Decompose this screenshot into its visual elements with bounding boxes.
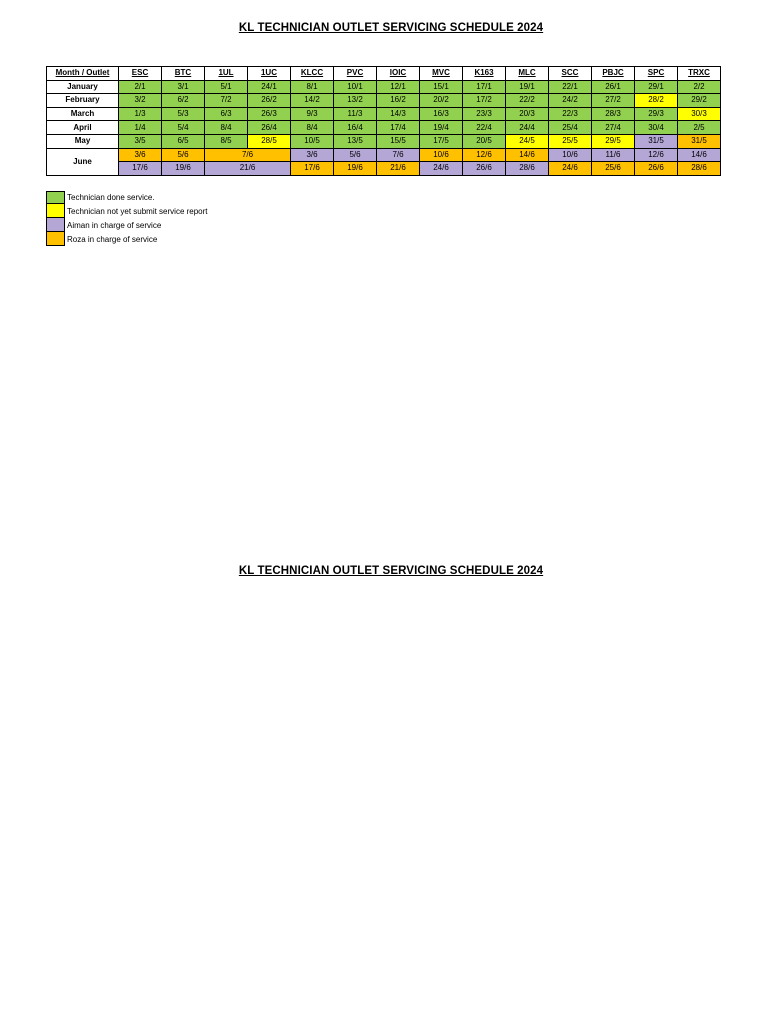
legend-item — [46, 190, 208, 204]
service-date-cell: 20/3 — [506, 107, 549, 121]
service-date-cell: 14/3 — [377, 107, 420, 121]
table-row — [47, 148, 721, 162]
service-date-cell: 5/6 — [162, 148, 205, 162]
service-date-cell: 26/1 — [592, 80, 635, 94]
service-date-cell: 8/4 — [291, 121, 334, 135]
service-date-cell: 28/2 — [635, 94, 678, 108]
service-date-cell: 10/1 — [334, 80, 377, 94]
service-date-cell: 6/2 — [162, 94, 205, 108]
service-date-cell: 28/6 — [506, 162, 549, 176]
service-date-cell: 19/4 — [420, 121, 463, 135]
table-row — [47, 134, 721, 148]
service-date-cell: 16/4 — [334, 121, 377, 135]
table-row — [47, 94, 721, 108]
service-date-cell: 8/1 — [291, 80, 334, 94]
service-date-cell: 26/4 — [248, 121, 291, 135]
outlet-header: PVC — [334, 67, 377, 81]
service-date-cell: 21/6 — [205, 162, 291, 176]
legend-swatch — [46, 218, 65, 232]
service-date-cell: 12/6 — [635, 148, 678, 162]
service-date-cell: 11/3 — [334, 107, 377, 121]
service-date-cell: 16/3 — [420, 107, 463, 121]
service-date-cell: 6/5 — [162, 134, 205, 148]
service-date-cell: 22/3 — [549, 107, 592, 121]
table-row — [47, 107, 721, 121]
service-date-cell: 25/4 — [549, 121, 592, 135]
service-date-cell: 21/6 — [377, 162, 420, 176]
service-date-cell: 24/2 — [549, 94, 592, 108]
service-date-cell: 5/4 — [162, 121, 205, 135]
service-date-cell: 25/5 — [549, 134, 592, 148]
service-date-cell: 19/1 — [506, 80, 549, 94]
service-date-cell: 5/6 — [334, 148, 377, 162]
legend-label: Technician not yet submit service report — [67, 206, 208, 216]
service-date-cell: 20/2 — [420, 94, 463, 108]
outlet-header: SPC — [635, 67, 678, 81]
outlet-header: KLCC — [291, 67, 334, 81]
service-date-cell: 17/5 — [420, 134, 463, 148]
service-date-cell: 22/2 — [506, 94, 549, 108]
outlet-header: ESC — [119, 67, 162, 81]
outlet-header: MLC — [506, 67, 549, 81]
service-date-cell: 8/5 — [205, 134, 248, 148]
service-date-cell: 14/6 — [678, 148, 721, 162]
legend-label: Roza in charge of service — [67, 234, 158, 244]
service-date-cell: 19/6 — [162, 162, 205, 176]
service-date-cell: 26/6 — [635, 162, 678, 176]
service-date-cell: 2/5 — [678, 121, 721, 135]
service-date-cell: 14/2 — [291, 94, 334, 108]
service-date-cell: 10/6 — [549, 148, 592, 162]
table-header-row — [47, 67, 721, 81]
service-date-cell: 3/2 — [119, 94, 162, 108]
service-date-cell: 17/4 — [377, 121, 420, 135]
outlet-header: SCC — [549, 67, 592, 81]
service-date-cell: 26/6 — [463, 162, 506, 176]
service-date-cell: 31/5 — [678, 134, 721, 148]
service-date-cell: 5/1 — [205, 80, 248, 94]
outlet-header: MVC — [420, 67, 463, 81]
legend — [46, 190, 208, 246]
service-date-cell: 27/2 — [592, 94, 635, 108]
legend-swatch — [46, 204, 65, 218]
legend-swatch — [46, 232, 65, 246]
service-date-cell: 13/2 — [334, 94, 377, 108]
service-date-cell: 28/6 — [678, 162, 721, 176]
service-date-cell: 15/1 — [420, 80, 463, 94]
service-date-cell: 11/6 — [592, 148, 635, 162]
month-label: January — [47, 80, 119, 94]
legend-item — [46, 218, 208, 232]
service-date-cell: 29/2 — [678, 94, 721, 108]
outlet-header: BTC — [162, 67, 205, 81]
service-date-cell: 10/6 — [420, 148, 463, 162]
outlet-header: 1UL — [205, 67, 248, 81]
service-date-cell: 8/4 — [205, 121, 248, 135]
service-date-cell: 10/5 — [291, 134, 334, 148]
service-date-cell: 3/6 — [291, 148, 334, 162]
service-date-cell: 15/5 — [377, 134, 420, 148]
month-label: March — [47, 107, 119, 121]
legend-swatch — [46, 191, 65, 204]
service-date-cell: 1/4 — [119, 121, 162, 135]
service-date-cell: 26/2 — [248, 94, 291, 108]
service-date-cell: 3/6 — [119, 148, 162, 162]
service-date-cell: 17/1 — [463, 80, 506, 94]
service-date-cell: 3/5 — [119, 134, 162, 148]
service-date-cell: 29/1 — [635, 80, 678, 94]
service-date-cell: 7/2 — [205, 94, 248, 108]
service-date-cell: 28/5 — [248, 134, 291, 148]
service-date-cell: 23/3 — [463, 107, 506, 121]
service-date-cell: 24/1 — [248, 80, 291, 94]
service-date-cell: 22/1 — [549, 80, 592, 94]
service-date-cell: 7/6 — [377, 148, 420, 162]
service-date-cell: 22/4 — [463, 121, 506, 135]
month-label: April — [47, 121, 119, 135]
service-date-cell: 24/6 — [549, 162, 592, 176]
service-date-cell: 6/3 — [205, 107, 248, 121]
page-title: KL TECHNICIAN OUTLET SERVICING SCHEDULE 2024 — [238, 22, 544, 34]
service-date-cell: 20/5 — [463, 134, 506, 148]
outlet-header: PBJC — [592, 67, 635, 81]
service-date-cell: 9/3 — [291, 107, 334, 121]
service-date-cell: 17/2 — [463, 94, 506, 108]
service-date-cell: 16/2 — [377, 94, 420, 108]
service-date-cell: 30/4 — [635, 121, 678, 135]
service-date-cell: 2/2 — [678, 80, 721, 94]
month-label: May — [47, 134, 119, 148]
legend-item — [46, 204, 208, 218]
service-date-cell: 7/6 — [205, 148, 291, 162]
service-date-cell: 3/1 — [162, 80, 205, 94]
service-date-cell: 19/6 — [334, 162, 377, 176]
legend-label: Aiman in charge of service — [67, 220, 162, 230]
service-date-cell: 27/4 — [592, 121, 635, 135]
legend-label: Technician done service. — [67, 192, 155, 202]
service-date-cell: 31/5 — [635, 134, 678, 148]
service-date-cell: 17/6 — [119, 162, 162, 176]
service-date-cell: 13/5 — [334, 134, 377, 148]
service-date-cell: 28/3 — [592, 107, 635, 121]
table-row — [47, 121, 721, 135]
service-date-cell: 17/6 — [291, 162, 334, 176]
outlet-header: IOIC — [377, 67, 420, 81]
service-date-cell: 26/3 — [248, 107, 291, 121]
service-date-cell: 24/6 — [420, 162, 463, 176]
outlet-header: 1UC — [248, 67, 291, 81]
service-date-cell: 12/1 — [377, 80, 420, 94]
page-title-repeat: KL TECHNICIAN OUTLET SERVICING SCHEDULE 2024 — [238, 565, 544, 577]
service-date-cell: 2/1 — [119, 80, 162, 94]
service-date-cell: 24/4 — [506, 121, 549, 135]
service-date-cell: 29/3 — [635, 107, 678, 121]
service-date-cell: 25/6 — [592, 162, 635, 176]
month-label: June — [47, 148, 119, 175]
service-date-cell: 24/5 — [506, 134, 549, 148]
service-date-cell: 29/5 — [592, 134, 635, 148]
table-row — [47, 80, 721, 94]
outlet-header: K163 — [463, 67, 506, 81]
month-label: February — [47, 94, 119, 108]
table-row — [47, 162, 721, 176]
service-date-cell: 5/3 — [162, 107, 205, 121]
service-date-cell: 30/3 — [678, 107, 721, 121]
legend-item — [46, 232, 208, 246]
service-date-cell: 14/6 — [506, 148, 549, 162]
outlet-header: TRXC — [678, 67, 721, 81]
schedule-table — [46, 66, 721, 176]
service-date-cell: 1/3 — [119, 107, 162, 121]
corner-header: Month / Outlet — [47, 67, 119, 81]
service-date-cell: 12/6 — [463, 148, 506, 162]
